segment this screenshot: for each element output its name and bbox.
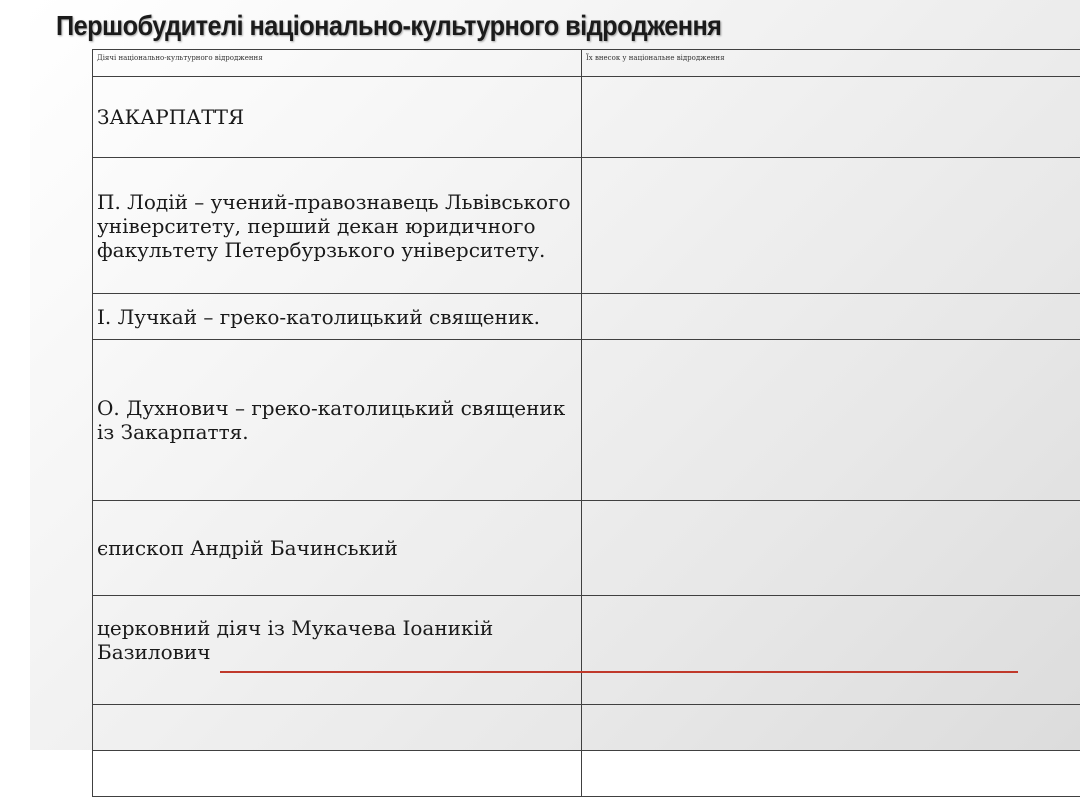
table-cell-contribution	[582, 501, 1080, 596]
header-cell-figures: Діячі національно-культурного відродження	[93, 50, 582, 77]
table-cell-figure	[93, 751, 582, 797]
table-row	[93, 294, 1080, 340]
red-underline-annotation	[220, 671, 1018, 673]
table-cell-figure: О. Духнович – греко-католицький священик із Закарпаття.	[93, 340, 582, 501]
slide-title: Першобудителі національно-культурного відродження	[56, 6, 721, 46]
table-cell-contribution	[582, 751, 1080, 797]
table-cell-figure: І. Лучкай – греко-католицький священик.	[93, 294, 582, 340]
table-cell-figure: П. Лодій – учений-правознавець Львівського університету, перший декан юридичного факультету Петербурзького університету.	[93, 158, 582, 294]
table-cell-figure: ЗАКАРПАТТЯ	[93, 77, 582, 158]
table-row	[93, 751, 1080, 797]
table-cell-figure: церковний діяч із Мукачева Іоаникій Базилович	[93, 596, 582, 705]
table-row	[93, 501, 1080, 596]
table-row	[93, 596, 1080, 705]
header-cell-contribution: Їх внесок у національне відродження	[582, 50, 1080, 77]
table-cell-figure	[93, 705, 582, 751]
table-row	[93, 77, 1080, 158]
table-row	[93, 158, 1080, 294]
figures-table	[92, 49, 1080, 797]
table-row	[93, 340, 1080, 501]
table-cell-figure: єпископ Андрій Бачинський	[93, 501, 582, 596]
table-cell-contribution	[582, 77, 1080, 158]
table-cell-contribution	[582, 340, 1080, 501]
table-cell-contribution	[582, 294, 1080, 340]
table-cell-contribution	[582, 596, 1080, 705]
table-row	[93, 705, 1080, 751]
table-cell-contribution	[582, 705, 1080, 751]
table-header-row	[93, 50, 1080, 77]
table-cell-contribution	[582, 158, 1080, 294]
